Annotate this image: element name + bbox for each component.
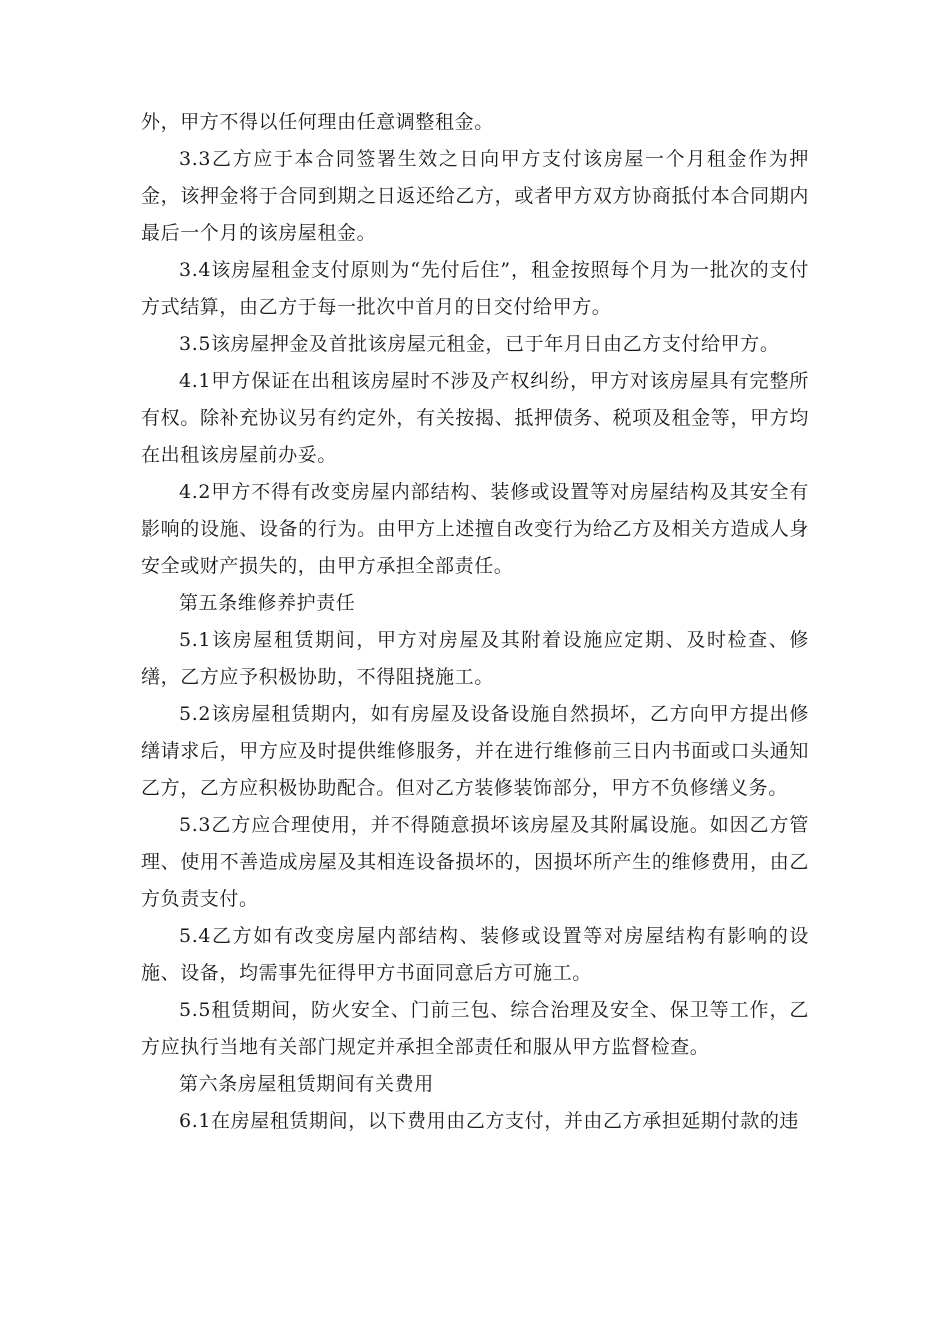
paragraph-clause-5-4: 5.4乙方如有改变房屋内部结构、装修或设置等对房屋结构有影响的设施、设备，均需事先征得甲方书面同意后方可施工。 — [141, 925, 809, 984]
paragraph-clause-3-4: 3.4该房屋租金支付原则为“先付后住”，租金按照每个月为一批次的支付方式结算，由乙方于每一批次中首月的日交付给甲方。 — [141, 259, 809, 318]
paragraph-rent-adjustment-tail: 外，甲方不得以任何理由任意调整租金。 — [141, 111, 494, 133]
section-heading-article-6: 第六条房屋租赁期间有关费用 — [179, 1073, 434, 1095]
paragraph-clause-4-1: 4.1甲方保证在出租该房屋时不涉及产权纠纷，甲方对该房屋具有完整所有权。除补充协议另有约定外，有关按揭、抵押债务、税项及租金等，甲方均在出租该房屋前办妥。 — [141, 370, 809, 466]
paragraph-clause-3-3: 3.3乙方应于本合同签署生效之日向甲方支付该房屋一个月租金作为押金，该押金将于合同到期之日返还给乙方，或者甲方双方协商抵付本合同期内最后一个月的该房屋租金。 — [141, 148, 809, 244]
section-heading-article-5: 第五条维修养护责任 — [179, 592, 356, 614]
paragraph-clause-5-1: 5.1该房屋租赁期间，甲方对房屋及其附着设施应定期、及时检查、修缮，乙方应予积极协助，不得阻挠施工。 — [141, 629, 809, 688]
paragraph-clause-5-3: 5.3乙方应合理使用，并不得随意损坏该房屋及其附属设施。如因乙方管理、使用不善造成房屋及其相连设备损坏的，因损坏所产生的维修费用，由乙方负责支付。 — [141, 814, 809, 910]
paragraph-clause-3-5: 3.5该房屋押金及首批该房屋元租金，已于年月日由乙方支付给甲方。 — [179, 333, 780, 355]
paragraph-clause-5-2: 5.2该房屋租赁期内，如有房屋及设备设施自然损坏，乙方向甲方提出修缮请求后，甲方应及时提供维修服务，并在进行维修前三日内书面或口头通知乙方，乙方应积极协助配合。但对乙方装修装饰部分，甲方不负修缮义务。 — [141, 703, 809, 799]
document-body — [141, 104, 809, 1140]
paragraph-clause-6-1: 6.1在房屋租赁期间，以下费用由乙方支付，并由乙方承担延期付款的违 — [179, 1110, 800, 1132]
paragraph-clause-4-2: 4.2甲方不得有改变房屋内部结构、装修或设置等对房屋结构及其安全有影响的设施、设备的行为。由甲方上述擅自改变行为给乙方及相关方造成人身安全或财产损失的，由甲方承担全部责任。 — [141, 481, 809, 577]
paragraph-clause-5-5: 5.5租赁期间，防火安全、门前三包、综合治理及安全、保卫等工作，乙方应执行当地有关部门规定并承担全部责任和服从甲方监督检查。 — [141, 999, 809, 1058]
